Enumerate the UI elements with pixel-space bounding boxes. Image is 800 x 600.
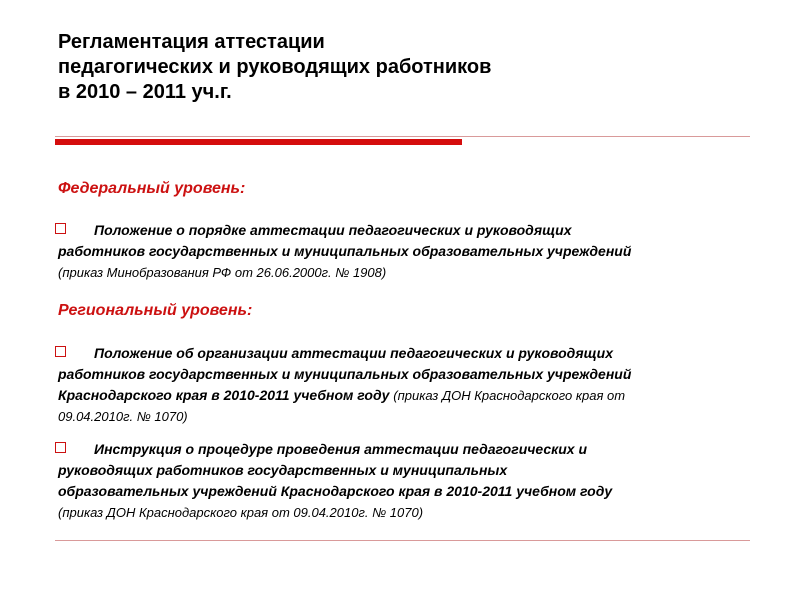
regional-item-1-note-line: 09.04.2010г. № 1070) [58,409,188,424]
regional-item-2-line-1: Инструкция о процедуре проведения аттестации педагогических и [94,441,588,457]
regional-level-heading: Региональный уровень: [58,302,253,319]
bottom-divider [55,540,750,541]
federal-item-line-1: Положение о порядке аттестации педагогических и руководящих [94,222,572,238]
regional-item-1 [55,343,760,427]
square-bullet-icon [55,346,66,357]
regional-item-1-line-3: Краснодарского края в 2010-2011 учебном году [58,387,390,403]
federal-item-note: (приказ Минобразования РФ от 26.06.2000г. № 1908) [58,265,387,280]
federal-item [55,220,760,283]
regional-item-2 [55,439,760,523]
regional-item-2-line-2: руководящих работников государственных и муниципальных [58,462,508,478]
regional-item-1-line-1: Положение об организации аттестации педагогических и руководящих [94,345,613,361]
regional-item-1-line-2: работников государственных и муниципальных образовательных учреждений [58,366,632,382]
top-divider-accent [55,139,462,145]
square-bullet-icon [55,442,66,453]
square-bullet-icon [55,223,66,234]
title-line-2: педагогических и руководящих работников [58,56,492,78]
page-title [58,30,758,105]
federal-item-line-2: работников государственных и муниципальных образовательных учреждений [58,243,632,259]
title-line-1: Регламентация аттестации [58,31,325,53]
regional-item-1-note-inline: (приказ ДОН Краснодарского края от [393,388,626,403]
top-divider-thin [55,136,750,137]
title-line-3: в 2010 – 2011 уч.г. [58,81,232,103]
regional-item-2-line-3: образовательных учреждений Краснодарского края в 2010-2011 учебном году [58,483,613,499]
federal-level-heading: Федеральный уровень: [58,180,246,197]
regional-item-2-note: (приказ ДОН Краснодарского края от 09.04.2010г. № 1070) [58,505,424,520]
